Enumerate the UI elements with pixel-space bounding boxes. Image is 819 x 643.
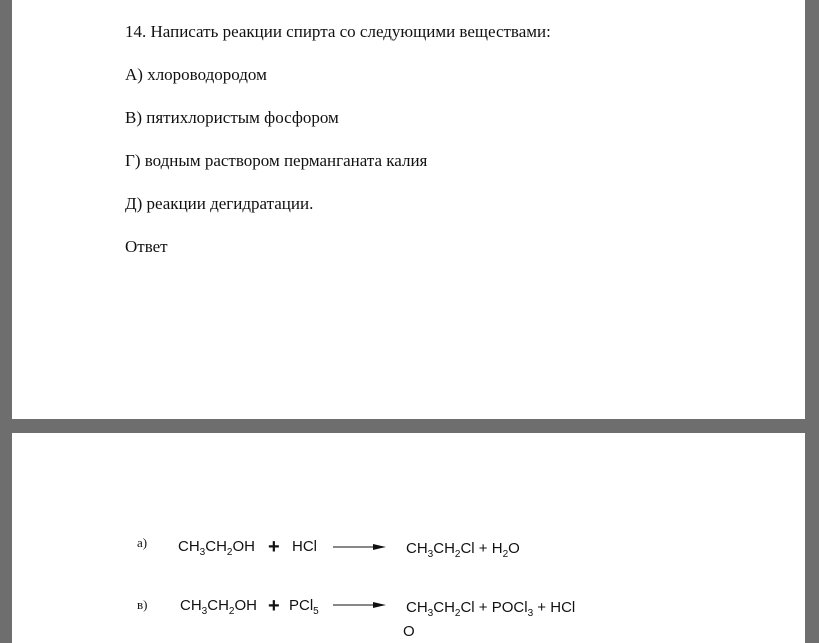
document-page-1 (12, 0, 805, 419)
reaction-v-arrow (333, 599, 389, 611)
reaction-v-products: $CH_3CH_2Cl$ + POCl$_3$ + HCl (406, 599, 576, 619)
reaction-v-reactant1: $CH_3CH_2OH$ (180, 597, 257, 617)
reaction-v-plus: + (268, 595, 280, 617)
task-item-d: Д) реакции дегидратации. (125, 194, 314, 213)
reaction-a-products: $CH_3CH_2Cl + H_2O$ (406, 540, 520, 560)
task-item-a: А) хлороводородом (125, 65, 267, 84)
reaction-v-reactant2: PCl$_5$ (289, 597, 319, 617)
reaction-v-label: в) (137, 597, 148, 612)
reaction-a-label: а) (137, 535, 148, 550)
task-title: 14. Написать реакции спирта со следующими веществами: (125, 22, 551, 41)
reaction-v-trailing: O (403, 623, 415, 640)
task-item-b: В) пятихлористым фосфором (125, 108, 339, 127)
reaction-a-plus: + (268, 536, 280, 558)
reaction-a-arrow (333, 541, 389, 553)
answer-label: Ответ (125, 237, 168, 256)
reaction-a-reactant2: HCl (292, 538, 317, 555)
reaction-a-reactant1: $CH_3CH_2OH$ (178, 538, 255, 558)
document-page-2 (12, 433, 805, 643)
task-item-g: Г) водным раствором перманганата калия (125, 151, 428, 170)
